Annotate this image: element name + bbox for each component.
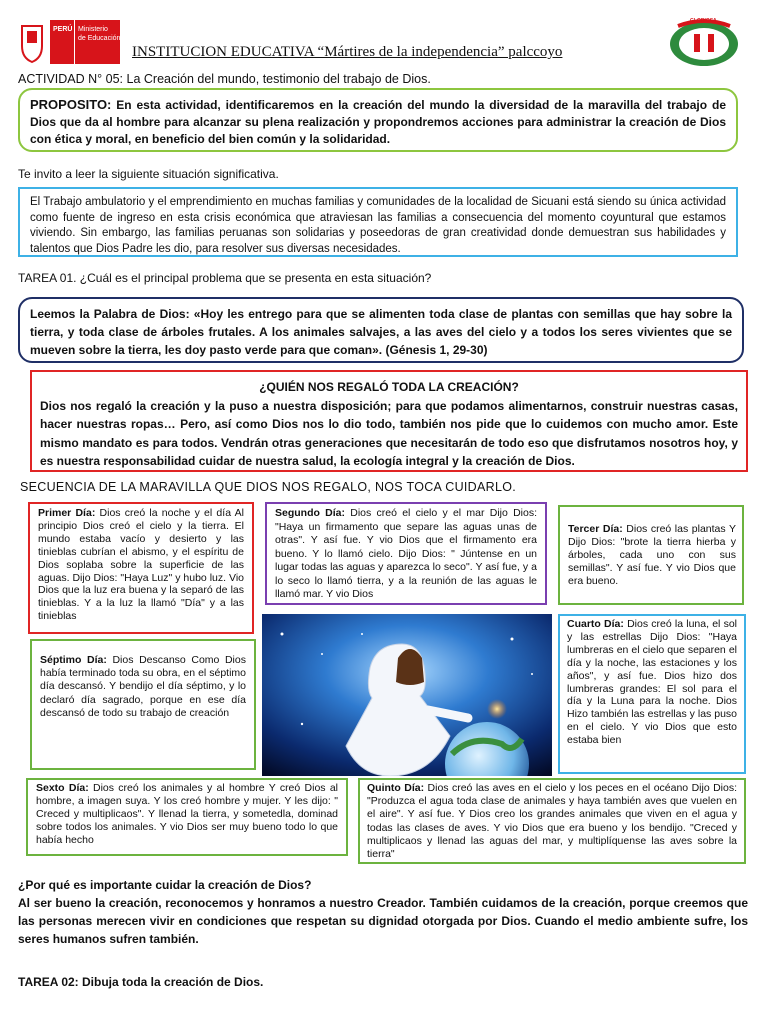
situation-text: El Trabajo ambulatorio y el emprendimiento en muchas familias y comunidades de la localidad de Sicuani está siendo su única actividad como fuente de ingreso en esta crisis económica que atraviesan las familias a consecuencia del momento coyuntural que estamos viviendo. Sin embargo, las familias peruanas son solidarias y poseedoras de gran creatividad donde demuestran sus habilidades y talentos que Dios Padre les dio, para resolver sus diversas necesidades. [30, 196, 726, 255]
day5-text: Dios creó las aves en el cielo y los peces en el océano Dijo Dios: "Produzca el agua toda clase de animales y haya también aves que vuelen en el aire". Y así fue. Y Dios creo los grandes animales que viven en el agua y todas las clases de aves. Y vio Dios que era bueno y los bendijo. "Creced y multiplicaos y llenad las aguas del mar, y multiplíquense las aves sobre la tierra" [367, 782, 738, 861]
day7-label: Séptimo Día: [40, 654, 107, 666]
scripture-text: Leemos la Palabra de Dios: «Hoy les entrego para que se alimenten toda clase de plantas con semillas que hay sobre la tierra, y toda clase de árboles frutales. A los animales salvajes, a las aves del cielo y a todos los seres vivientes que se mueven sobre la tierra, les doy pasto verde para que coman». (Génesis 1, 29-30) [30, 307, 732, 357]
purpose-box [18, 88, 738, 152]
invite-text: Te invito a leer la siguiente situación significativa. [18, 167, 279, 181]
activity-title: ACTIVIDAD N° 05: La Creación del mundo, testimonio del trabajo de Dios. [18, 72, 431, 86]
question-block [18, 876, 748, 948]
school-title: INSTITUCION EDUCATIVA “Mártires de la independencia” palccoyo [132, 44, 563, 60]
day3-label: Tercer Día: [568, 523, 623, 535]
situation-box [18, 187, 738, 257]
jesus-creation-image [262, 614, 552, 776]
task2-text: TAREA 02: Dibuja toda la creación de Dios. [18, 975, 264, 989]
ministry-line1: PERÚ [53, 26, 73, 33]
day4-label: Cuarto Día: [567, 618, 624, 630]
day6-box [26, 778, 348, 856]
day2-box [265, 502, 547, 605]
day4-box [558, 614, 746, 774]
day5-box [358, 778, 746, 864]
purpose-text: En esta actividad, identificaremos en la creación del mundo la diversidad de la maravilla del trabajo de Dios que da al hombre para alcanzar su plena realización y propondremos acciones para administrar la creación de Dios con ética y moral, en beneficio del bien común y la solidaridad. [30, 98, 726, 146]
day1-label: Primer Día: [38, 507, 96, 519]
day1-text: Dios creó la noche y el día Al principio Dios creó el cielo y la tierra. El mundo estaba vacío y desierto y las tinieblas cubrían el abismo, y el espíritu de Dios soplaba sobre la superficie de las aguas. Dijo Dios: "Haya Luz" y hubo luz. Vio Dios que la luz era buena y la separó de las tinieblas. Y a la luz la llamó "Día" y a las tinieblas [38, 507, 244, 623]
day3-text: Dios creó las plantas Y Dijo Dios: "brote la tierra hierba y árboles, cada uno con sus semillas". Y así fue. Y vio Dios que era bueno. [568, 523, 736, 587]
purpose-label: PROPOSITO: [30, 97, 112, 112]
sequence-heading: SECUENCIA DE LA MARAVILLA QUE DIOS NOS REGALO, NOS TOCA CUIDARLO. [20, 480, 517, 494]
day5-label: Quinto Día: [367, 782, 425, 794]
day3-box [558, 505, 744, 605]
creation-title: ¿QUIÉN NOS REGALÓ TODA LA CREACIÓN? [259, 380, 519, 394]
day6-label: Sexto Día: [36, 782, 89, 794]
creation-box [30, 370, 748, 472]
day6-text: Dios creó los animales y al hombre Y creó Dios al hombre, a imagen suya. Y los creó hombre y mujer. Y les dijo: " Creced y multiplicaos". Y llenad la tierra, y sometedla, dominad sobre todos los animales. Y vio Dios ser muy bueno todo lo que había hecho [36, 782, 338, 846]
day7-box [30, 639, 256, 770]
day4-text: Dios creó la luna, el sol y las estrellas Dijo Dios: "Haya lumbreras en el cielo que separen el día y la noche, las estaciones y los años", y así fue. Dios hizo dos lumbreras grandes: El sol para el día y la Luna para la noche. Dios Hizo también las estrellas y las puso en el cielo. Y vio Dios que esto estaba bien [567, 618, 738, 747]
question-text: Al ser bueno la creación, reconocemos y honramos a nuestro Creador. También cuidamos de la creación, porque creemos que las personas merecen vivir en condiciones que respetan su dignidad otorgada por Dios. Cuando el medio ambiente sufre, los seres humanos sufren también. [18, 896, 748, 946]
question-title: ¿Por qué es importante cuidar la creación de Dios? [18, 878, 312, 892]
day7-text: Dios Descanso Como Dios había terminado toda su obra, en el séptimo día descansó. Y bendijo el día séptimo, y lo declaró día sagrado, porque en ese día descansó de todo su trabajo de creación [40, 654, 246, 719]
ministry-line3: de Educación [78, 35, 121, 42]
day2-label: Segundo Día: [275, 507, 345, 519]
creation-text: Dios nos regaló la creación y la puso a nuestra disposición; para que podamos alimentarnos, construir nuestras casas, hacer nuestras ropas… Pero, así como Dios nos lo dio todo, también nos pide que lo cuidemos con mucho amor. Este mismo mandato es para todos. Vendrán otras generaciones que necesitarán de todo eso que disfrutamos nosotros hoy, y es nuestra responsabilidad cuidar de nuestra salud, la ecología integral y la creación de Dios. [40, 398, 738, 468]
crest-label: GLORIOSA [690, 18, 717, 24]
scripture-box [18, 297, 744, 363]
task1-text: TAREA 01. ¿Cuál es el principal problema que se presenta en esta situación? [18, 271, 432, 285]
day1-box [28, 502, 254, 634]
jesus-creation-illustration [262, 614, 552, 776]
minedu-logo [18, 18, 122, 66]
ministry-line2: Ministerio [78, 26, 108, 33]
day2-text: Dios creó el cielo y el mar Dijo Dios: "Haya un firmamento que separe las aguas unas de otras". Y así fue. Y vio Dios que el firmamento era bueno. Y lo llamó cielo. Dijo Dios: " Júntense en un lugar todas las aguas y aparezca lo seco". Y así fue, y a lo seco lo llamó tierra, y a la reunión de las aguas le llamó mar. Y vio Dios [275, 507, 537, 600]
school-crest [668, 16, 740, 68]
